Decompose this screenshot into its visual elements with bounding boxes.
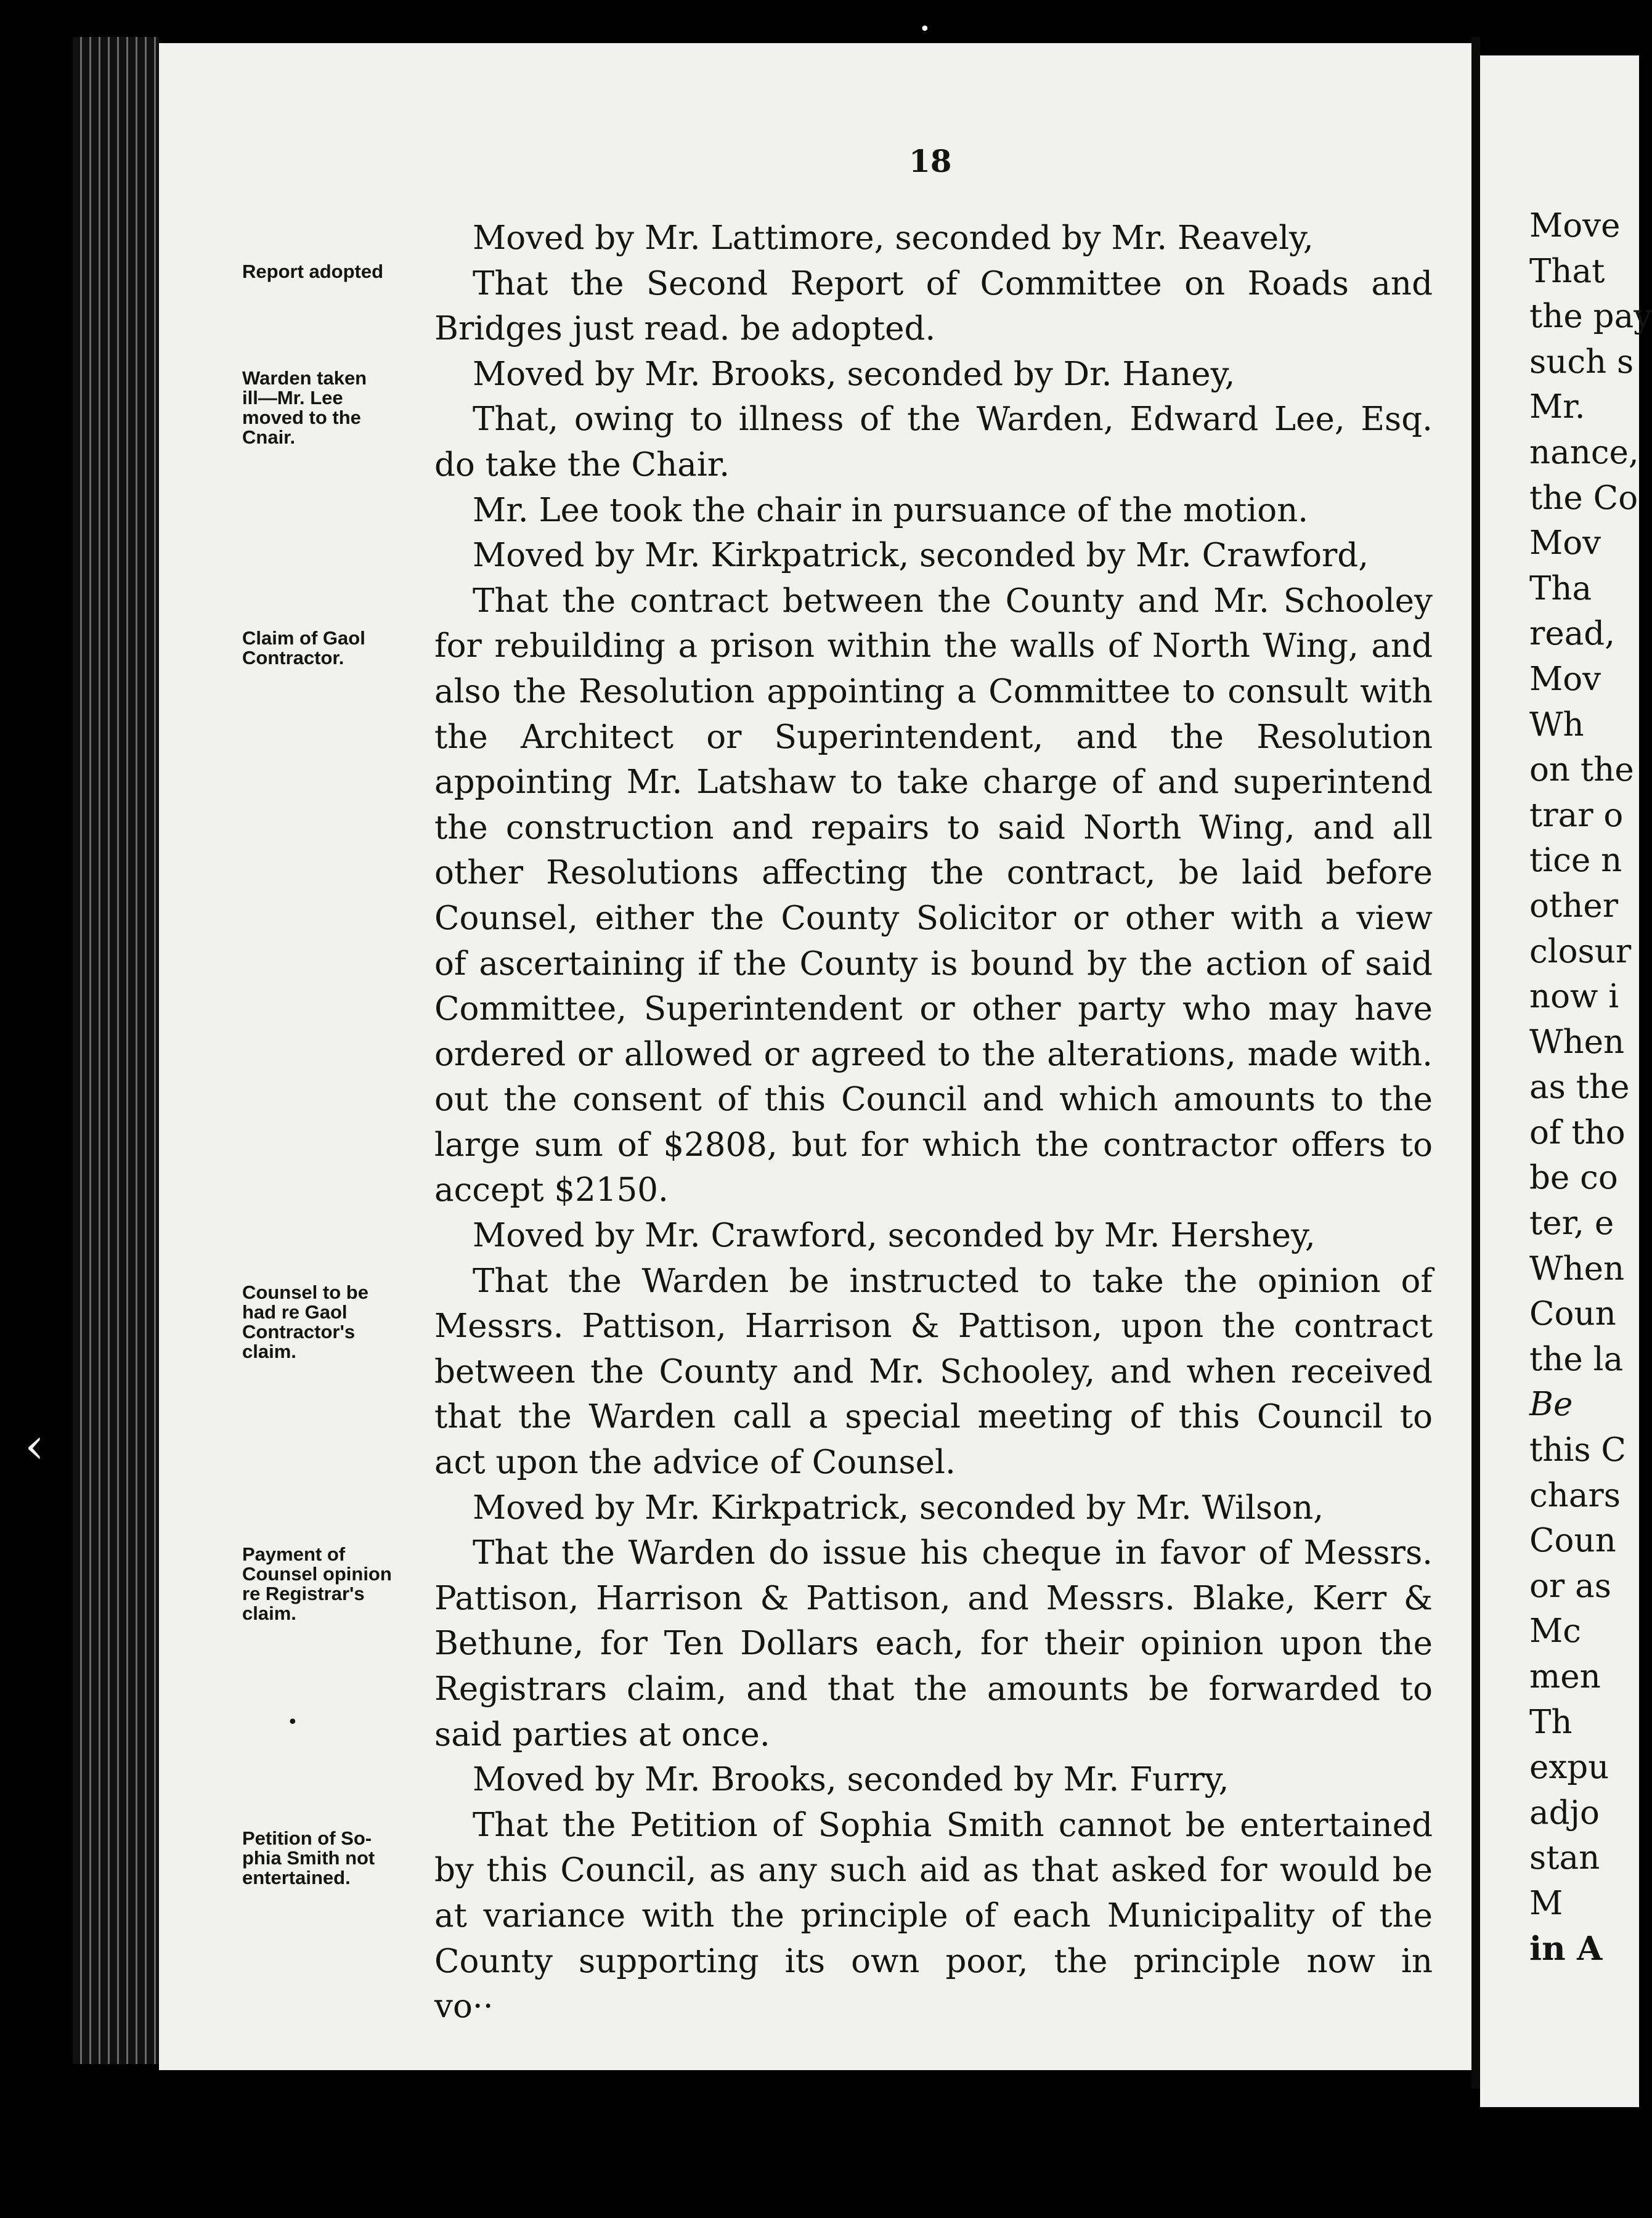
margin-note-line: Petition of So- [242, 1827, 372, 1849]
book-gutter [1471, 37, 1480, 2089]
right-page-line: be co [1529, 1159, 1618, 1197]
margin-note-counsel [242, 1283, 421, 1362]
right-page-line: adjo [1529, 1793, 1600, 1832]
body-line: Bethune, for Ten Dollars each, for their opinion upon the [434, 1625, 1433, 1663]
body-line: Moved by Mr. Brooks, seconded by Dr. Haney, [473, 355, 1235, 393]
right-page-line: Wh [1529, 705, 1584, 744]
body-line: between the County and Mr. Schooley, and when received [434, 1352, 1433, 1391]
margin-note-line: Warden taken [242, 367, 367, 389]
body-line: That the Second Report of Committee on Roads and [473, 264, 1433, 303]
margin-note-line: claim. [242, 1603, 296, 1624]
margin-note-line: re Registrar's [242, 1583, 365, 1604]
right-page-line: closur [1529, 932, 1632, 970]
margin-note-gaol-claim [242, 628, 421, 668]
right-page-line: in A [1529, 1929, 1603, 1968]
margin-note-line: had re Gaol [242, 1301, 348, 1323]
margin-note-line: Counsel to be [242, 1282, 368, 1303]
page-edges [73, 37, 159, 2064]
margin-note-line: Contractor's [242, 1321, 356, 1343]
right-page-line: of tho [1529, 1113, 1626, 1152]
body-line: of ascertaining if the County is bound by the action of said [434, 944, 1433, 983]
body-line: said parties at once. [434, 1715, 770, 1753]
margin-note-line: ill—Mr. Lee [242, 387, 343, 408]
right-page-line: Mov [1529, 524, 1601, 563]
margin-note-line: Counsel opinion [242, 1563, 392, 1585]
ink-speck: • [919, 18, 930, 40]
body-line: also the Resolution appointing a Committee to consult with [434, 672, 1433, 710]
right-page-line: as the [1529, 1068, 1630, 1107]
page-number: 18 [909, 143, 952, 179]
right-page-line: When [1529, 1249, 1625, 1288]
body-line [434, 1984, 1433, 2001]
body-line: That the Petition of Sophia Smith cannot be entertained [473, 1806, 1433, 1844]
right-page-line: M [1529, 1884, 1563, 1922]
body-line: Bridges just read. be adopted. [434, 310, 936, 348]
right-page-line: other [1529, 887, 1619, 925]
margin-note-line: Contractor. [242, 647, 344, 668]
body-line: Registrars claim, and that the amounts be forwarded to [434, 1670, 1433, 1708]
body-line: Messrs. Pattison, Harrison & Pattison, upon the contract [434, 1307, 1433, 1346]
body-line: That the Warden be instructed to take the opinion of [473, 1262, 1433, 1300]
body-line: That, owing to illness of the Warden, Edward Lee, Esq. [473, 400, 1433, 439]
body-line: out the consent of this Council and which amounts to the [434, 1081, 1433, 1119]
scan-mark: ‹ [25, 1417, 44, 1474]
right-page-line: Mr. [1529, 388, 1585, 426]
body-line: Mr. Lee took the chair in pursuance of the motion. [473, 491, 1309, 529]
right-page-line: nance, [1529, 433, 1639, 471]
right-page-text [1529, 203, 1652, 1972]
right-page-line: such s [1529, 343, 1634, 381]
right-page-line: trar o [1529, 796, 1624, 834]
right-page-line: Coun [1529, 1295, 1616, 1333]
body-line: Moved by Mr. Lattimore, seconded by Mr. Reavely, [473, 219, 1314, 257]
body-line: Committee, Superintendent or other party who may have [434, 990, 1433, 1028]
margin-note-line: entertained. [242, 1867, 351, 1888]
body-line: Pattison, Harrison & Pattison, and Messrs. Blake, Kerr & [434, 1579, 1433, 1617]
body-line: Moved by Mr. Crawford, seconded by Mr. Hershey, [473, 1217, 1316, 1255]
body-line: appointing Mr. Latshaw to take charge of and superintend [434, 763, 1433, 802]
body-line: that the Warden call a special meeting of this Council to [434, 1398, 1433, 1436]
right-page-line: Move [1529, 207, 1621, 245]
margin-note-report-adopted [242, 262, 421, 282]
right-page-line: ter, e [1529, 1204, 1614, 1243]
right-page-line: Coun [1529, 1522, 1616, 1560]
right-page-line: the Co [1529, 479, 1638, 517]
body-line: ordered or allowed or agreed to the alterations, made with. [434, 1035, 1433, 1073]
body-line: Moved by Mr. Brooks, seconded by Mr. Furry, [473, 1761, 1229, 1799]
right-page-line: this C [1529, 1431, 1626, 1469]
margin-note-line: Claim of Gaol [242, 627, 365, 649]
right-page-line: expu [1529, 1749, 1609, 1787]
body-line: other Resolutions affecting the contract, be laid before [434, 854, 1433, 892]
right-page-line: Be [1529, 1386, 1573, 1424]
right-page-line: When [1529, 1023, 1625, 1061]
body-line: County supporting its own poor, the principle now in [434, 1942, 1433, 1980]
right-page-line: tice n [1529, 842, 1622, 880]
body-line: for rebuilding a prison within the walls of North Wing, and [434, 627, 1433, 665]
body-line: That the Warden do issue his cheque in favor of Messrs. [473, 1534, 1433, 1572]
right-page-line: on the [1529, 751, 1634, 789]
margin-note-petition [242, 1829, 421, 1888]
ink-speck: • [287, 1712, 298, 1733]
body-line: accept $2150. [434, 1171, 669, 1209]
margin-note-line: moved to the [242, 407, 361, 428]
right-page-line: Mov [1529, 660, 1601, 698]
right-page-line: the pay [1529, 298, 1652, 336]
body-line: large sum of $2808, but for which the contractor offers to [434, 1126, 1433, 1164]
body-line: That the contract between the County and Mr. Schooley [473, 582, 1433, 620]
right-page-line: or as [1529, 1567, 1611, 1605]
body-line: act upon the advice of Counsel. [434, 1444, 956, 1482]
body-line: by this Council, as any such aid as that asked for would be [434, 1851, 1433, 1890]
body-line: Moved by Mr. Kirkpatrick, seconded by Mr. Crawford, [473, 537, 1369, 575]
body-line: Moved by Mr. Kirkpatrick, seconded by Mr. Wilson, [473, 1489, 1324, 1527]
right-page-line: the la [1529, 1340, 1624, 1378]
right-page-line: read, [1529, 615, 1616, 653]
body-line: Counsel, either the County Solicitor or other with a view [434, 899, 1433, 937]
right-page-line: men [1529, 1658, 1601, 1696]
body-text [434, 216, 1433, 2001]
margin-note-line: Payment of [242, 1543, 346, 1565]
right-page-line: Th [1529, 1703, 1573, 1741]
margin-note-payment [242, 1545, 421, 1623]
right-page-line: now i [1529, 978, 1619, 1016]
right-page-line: Tha [1529, 569, 1592, 607]
right-page-line: That [1529, 252, 1605, 290]
margin-note-line: claim. [242, 1341, 296, 1362]
body-line: at variance with the principle of each Municipality of the [434, 1896, 1433, 1935]
margin-note-line: Report adopted [242, 261, 384, 282]
body-line: the Architect or Superintendent, and the Resolution [434, 718, 1433, 756]
right-page-line: stan [1529, 1839, 1600, 1877]
body-line: do take the Chair. [434, 445, 730, 484]
right-page-line: Mc [1529, 1612, 1581, 1651]
right-page-line: chars [1529, 1476, 1621, 1514]
body-line: the construction and repairs to said North Wing, and all [434, 808, 1433, 847]
margin-note-warden-ill [242, 368, 421, 447]
margin-note-line: Cnair. [242, 426, 296, 448]
margin-note-line: phia Smith not [242, 1847, 375, 1869]
